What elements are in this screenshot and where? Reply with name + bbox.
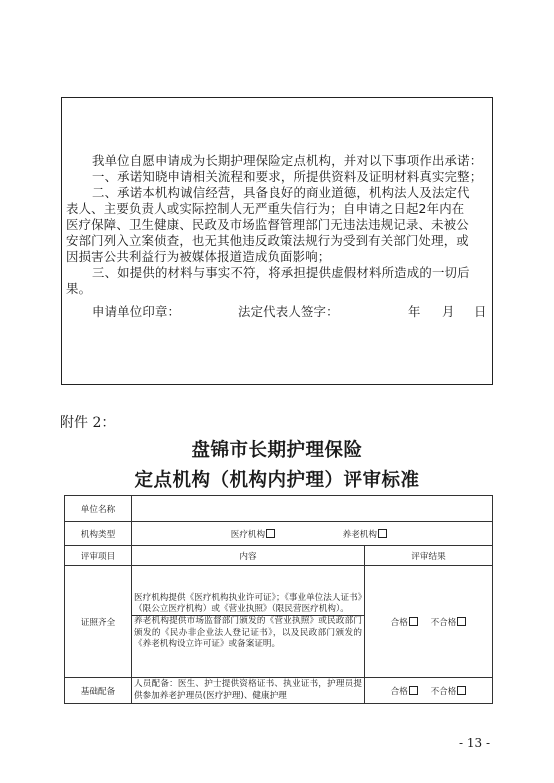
org-type-options xyxy=(132,522,493,546)
checkbox-fail[interactable] xyxy=(457,686,466,695)
representative-signature-label: 法定代表人签字： xyxy=(238,304,339,319)
checkbox-pass[interactable] xyxy=(409,617,418,626)
checkbox-medical[interactable] xyxy=(266,529,275,538)
table-row xyxy=(65,566,493,678)
pledge-line-item-2-cont-1: 表人、主要负责人或实际控制人无严重失信行为；自申请之日起2年内在 xyxy=(66,201,465,216)
checkbox-elderly[interactable] xyxy=(378,529,387,538)
unit-name-label: 单位名称 xyxy=(65,496,132,522)
document-title-line-1: 盘锦市长期护理保险 xyxy=(191,440,363,461)
org-type-option-elderly[interactable]: 养老机构 xyxy=(343,530,387,540)
pledge-line-item-2-cont-3: 安部门列入立案侦查，也无其他违反政策法规行为受到有关部门处理，或 xyxy=(66,233,469,248)
date-day-label: 日 xyxy=(474,304,487,319)
seal-label: 申请单位印章： xyxy=(92,304,181,319)
pledge-line-item-2-cont-2: 医疗保障、卫生健康、民政及市场监督管理部门无违法违规记录、未被公 xyxy=(66,217,469,232)
row-item-license: 证照齐全 xyxy=(65,566,132,678)
header-content: 内容 xyxy=(132,546,365,566)
org-type-option-medical[interactable]: 医疗机构 xyxy=(231,530,275,540)
fail-option[interactable]: 不合格 xyxy=(431,616,467,628)
org-type-label: 机构类型 xyxy=(65,522,132,546)
checkbox-fail[interactable] xyxy=(457,617,466,626)
table-row-org-type xyxy=(65,522,493,546)
row-item-basic: 基础配备 xyxy=(65,678,132,704)
table-header-row xyxy=(65,546,493,566)
attachment-label: 附件 2： xyxy=(60,415,116,431)
pledge-line-item-2-cont-4: 因损害公共利益行为被媒体报道造成负面影响； xyxy=(66,249,331,264)
row-content-basic xyxy=(132,678,365,704)
unit-name-value[interactable] xyxy=(132,496,493,522)
table-row xyxy=(65,678,493,704)
criteria-table xyxy=(64,495,493,704)
table-row-unit-name xyxy=(65,496,493,522)
row-content-license xyxy=(132,566,365,678)
content-medical-license: 医疗机构提供《医疗机构执业许可证》；《事业单位法人证书》（限公立医疗机构）或《营业执照》（限民营医疗机构）。 xyxy=(134,592,362,615)
header-result: 评审结果 xyxy=(365,546,493,566)
pledge-line-item-3: 三、如提供的材料与事实不符，将承担提供虚假材料所造成的一切后 xyxy=(92,265,470,280)
pass-option[interactable]: 合格 xyxy=(391,616,418,628)
pledge-line-item-3-cont: 果。 xyxy=(66,281,92,296)
header-review-item: 评审项目 xyxy=(65,546,132,566)
content-staffing: 人员配备：医生、护士提供资格证书、执业证书，护理员提供参加养老护理员(医疗护理)、健康护理 xyxy=(134,679,362,701)
page-number: - 13 - xyxy=(458,736,490,750)
pledge-line-item-1: 一、承诺知晓申请相关流程和要求，所提供资料及证明材料真实完整； xyxy=(92,169,483,184)
pass-option[interactable]: 合格 xyxy=(391,685,418,697)
pledge-line-intro: 我单位自愿申请成为长期护理保险定点机构，并对以下事项作出承诺： xyxy=(92,153,483,168)
checkbox-pass[interactable] xyxy=(409,686,418,695)
pledge-line-item-2: 二、承诺本机构诚信经营，具备良好的商业道德，机构法人及法定代 xyxy=(92,185,470,200)
date-year-label: 年 xyxy=(408,304,421,319)
row-result-basic xyxy=(365,678,493,704)
date-month-label: 月 xyxy=(442,304,455,319)
row-result-license xyxy=(365,566,493,678)
content-elderly-license: 养老机构提供市场监督部门颁发的《营业执照》或民政部门颁发的《民办非企业法人登记证书》，以及民政部门颁发的《养老机构设立许可证》或备案证明。 xyxy=(131,615,365,650)
document-title-line-2: 定点机构（机构内护理）评审标准 xyxy=(134,470,420,491)
fail-option[interactable]: 不合格 xyxy=(431,685,467,697)
